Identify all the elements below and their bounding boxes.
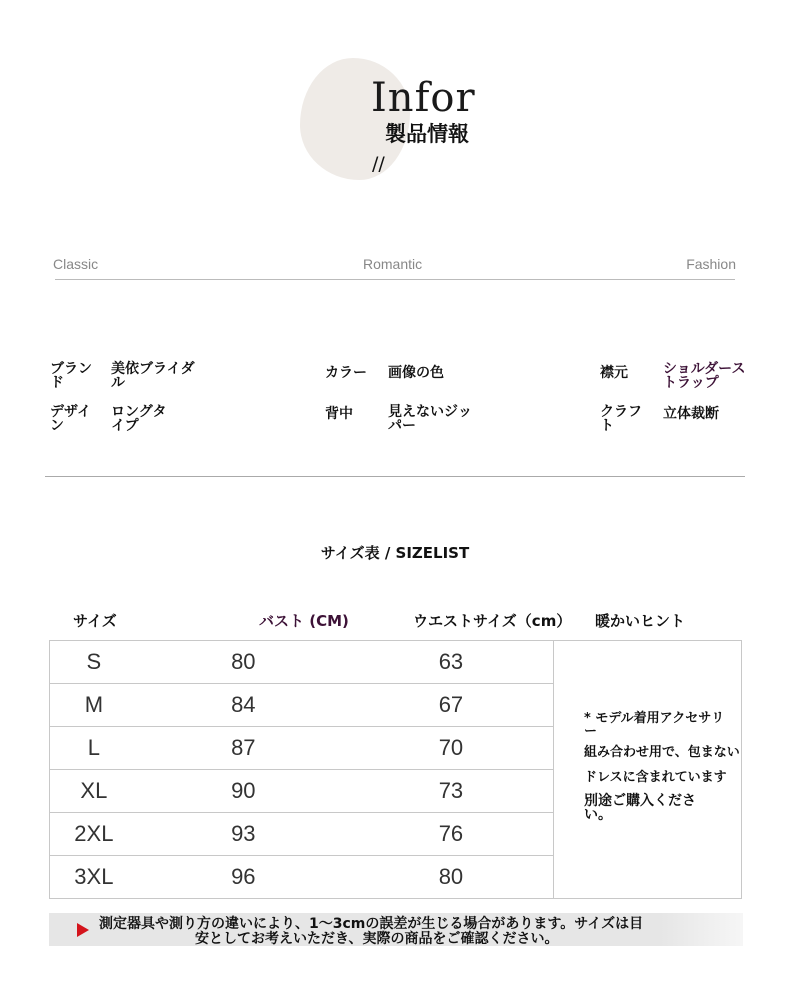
cell-size: 3XL (50, 856, 138, 899)
column-header-waist: ウエストサイズ（cm） (413, 612, 572, 630)
table-row (50, 684, 554, 727)
spec-label-neckline: 襟元 (600, 365, 628, 381)
cell-waist: 76 (349, 813, 554, 856)
tip-line: 別途ご購入くださ い。 (584, 793, 696, 823)
divider (55, 279, 735, 280)
table-row (50, 770, 554, 813)
note-line-2: 安としてお考えいただき、実際の商品をご確認ください。 (195, 931, 559, 947)
cell-bust: 90 (138, 770, 349, 813)
spec-label-back: 背中 (325, 406, 353, 422)
cell-size: M (50, 684, 138, 727)
style-tag-romantic: Romantic (363, 256, 423, 272)
cell-waist: 73 (349, 770, 554, 813)
style-tag-classic: Classic (53, 256, 99, 272)
cell-size: S (50, 641, 138, 684)
title-slashes: // (372, 153, 385, 175)
page-title: Infor (371, 75, 476, 121)
column-header-size: サイズ (73, 612, 117, 630)
style-tags (53, 256, 736, 272)
spec-label-color: カラー (325, 365, 367, 381)
spec-value-brand: 美依ブライダ ル (111, 361, 195, 391)
spec-label-design: デザイ ン (50, 404, 92, 434)
spec-value-neckline: ショルダース トラップ (663, 361, 746, 391)
cell-waist: 67 (349, 684, 554, 727)
cell-bust: 84 (138, 684, 349, 727)
play-arrow-icon (77, 923, 89, 937)
table-row (50, 813, 554, 856)
divider (45, 476, 745, 477)
spec-value-back: 見えないジッ パー (388, 404, 472, 434)
spec-label-craft: クラフ ト (600, 404, 642, 434)
cell-size: 2XL (50, 813, 138, 856)
cell-waist: 80 (349, 856, 554, 899)
table-row (50, 727, 554, 770)
size-heading: サイズ表 / SIZELIST (320, 544, 470, 562)
tip-line: * モデル着用アクセサリ ー (584, 711, 725, 739)
size-table (49, 640, 554, 899)
style-tag-fashion: Fashion (686, 256, 736, 272)
column-header-bust: バスト (CM) (259, 612, 349, 630)
tip-line: 組み合わせ用で、包まない (584, 745, 740, 760)
cell-bust: 93 (138, 813, 349, 856)
cell-waist: 63 (349, 641, 554, 684)
cell-bust: 96 (138, 856, 349, 899)
table-row (50, 641, 554, 684)
tip-line: ドレスに含まれています (584, 770, 727, 785)
column-header-tips: 暖かいヒント (595, 612, 686, 630)
note-line-1: 測定器具や測り方の違いにより、1～3cmの誤差が生じる場合があります。サイズは目 (99, 916, 644, 932)
cell-size: XL (50, 770, 138, 813)
table-row (50, 856, 554, 899)
spec-value-design: ロングタ イプ (111, 404, 167, 434)
page-subtitle: 製品情報 (385, 122, 469, 146)
spec-value-craft: 立体裁断 (663, 406, 719, 422)
cell-bust: 80 (138, 641, 349, 684)
spec-value-color: 画像の色 (388, 365, 444, 381)
spec-label-brand: ブラン ド (50, 361, 92, 391)
cell-bust: 87 (138, 727, 349, 770)
cell-size: L (50, 727, 138, 770)
cell-waist: 70 (349, 727, 554, 770)
